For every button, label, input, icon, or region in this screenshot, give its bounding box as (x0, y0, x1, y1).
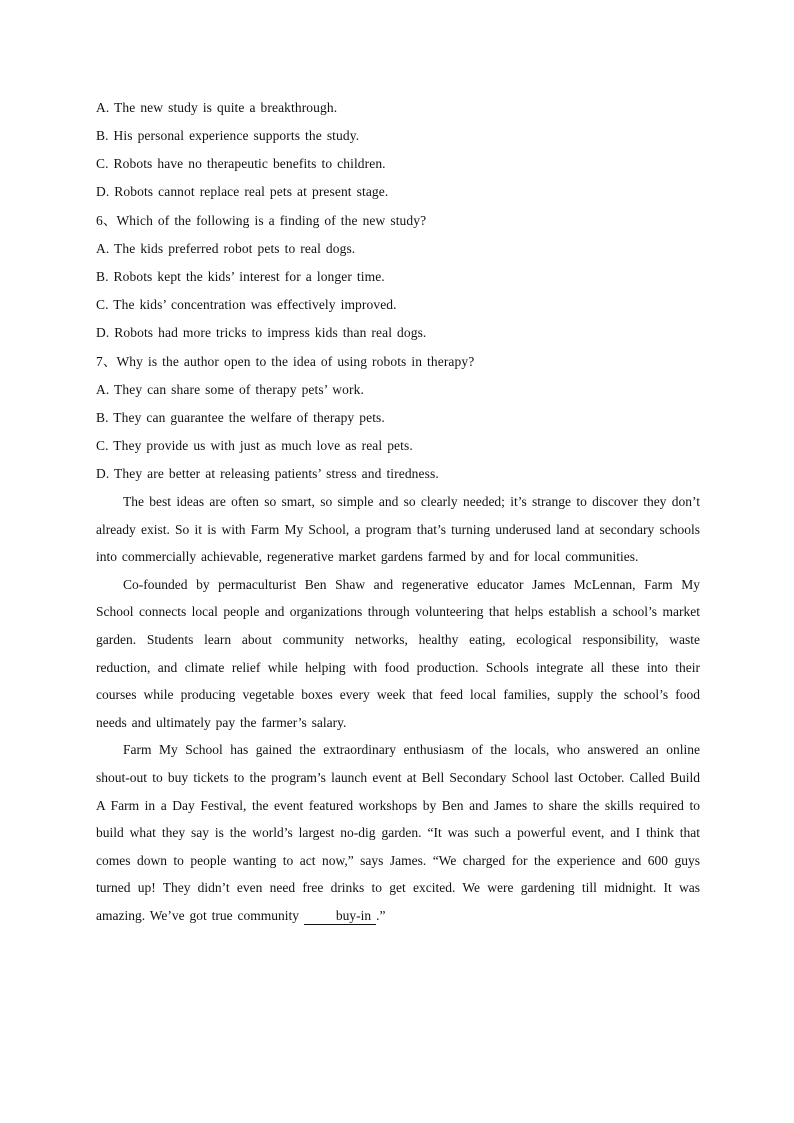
q5-option-a: A. The new study is quite a breakthrough. (96, 100, 338, 115)
reading-passage (96, 488, 700, 930)
q7-option-d: D. They are better at releasing patients’ stress and tiredness. (96, 466, 439, 481)
q5-option-d: D. Robots cannot replace real pets at present stage. (96, 184, 389, 199)
question-6 (96, 206, 700, 347)
document-page (96, 94, 700, 930)
q7-option-a: A. They can share some of therapy pets’ work. (96, 382, 364, 397)
q7-option-c: C. They provide us with just as much love as real pets. (96, 438, 413, 453)
q5-option-b: B. His personal experience supports the study. (96, 128, 360, 143)
q7-option-b: B. They can guarantee the welfare of therapy pets. (96, 410, 385, 425)
question-7 (96, 347, 700, 488)
passage-paragraph-2: Co-founded by permaculturist Ben Shaw and regenerative educator James McLennan, Farm My School connects local people and organizations through volunteering that helps establish a school’s market garden. Students learn about community networks, healthy eating, ecological responsibility, waste reduction, and climate relief while helping with food production. Schools integrate all these into their courses while producing vegetable boxes every week that feed local families, supply the school’s food needs and ultimately pay the farmer’s salary. (96, 576, 700, 730)
q6-option-d: D. Robots had more tricks to impress kids than real dogs. (96, 325, 427, 340)
q5-option-c: C. Robots have no therapeutic benefits to children. (96, 156, 386, 171)
question-5-options (96, 94, 700, 206)
q6-option-b: B. Robots kept the kids’ interest for a longer time. (96, 269, 385, 284)
passage-paragraph-3 (96, 736, 700, 929)
passage-paragraph-3-text: Farm My School has gained the extraordinary enthusiasm of the locals, who answered an online shout-out to buy tickets to the program’s launch event at Bell Secondary School last October. Called Build A Farm in a Day Festival, the event featured workshops by Ben and James to share the skills required to build what they say is the world’s largest no-dig garden. “It was such a powerful event, and I think that comes down to people wanting to act now,” says James. “We charged for the experience and 600 guys turned up! They didn’t even need free drinks to get excited. We were gardening till midnight. It was amazing. We’ve got true community (96, 742, 700, 923)
q7-stem: 7、Why is the author open to the idea of using robots in therapy? (96, 354, 475, 369)
q6-option-a: A. The kids preferred robot pets to real dogs. (96, 241, 356, 256)
q6-stem: 6、Which of the following is a finding of the new study? (96, 213, 427, 228)
passage-paragraph-3-end: .” (376, 907, 386, 923)
underlined-term-buy-in: buy-in (304, 907, 376, 925)
q6-option-c: C. The kids’ concentration was effectively improved. (96, 297, 397, 312)
passage-paragraph-1: The best ideas are often so smart, so simple and so clearly needed; it’s strange to discover they don’t already exist. So it is with Farm My School, a program that’s turning underused land at secondary schools into commercially achievable, regenerative market gardens farmed by and for local communities. (96, 494, 700, 565)
